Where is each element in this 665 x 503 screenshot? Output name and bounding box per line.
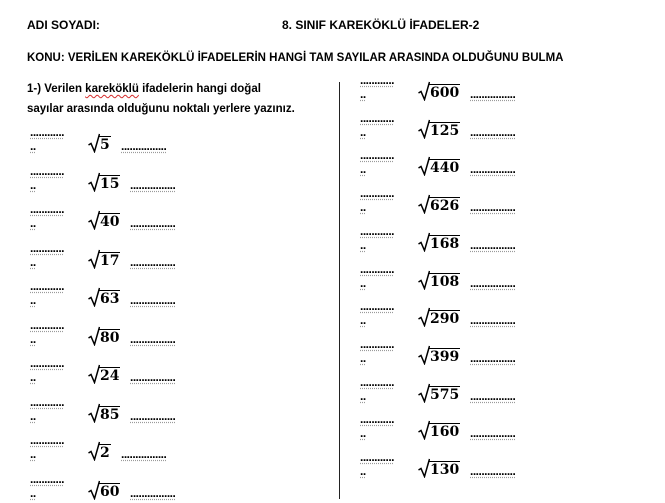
- radicand: 626: [430, 198, 460, 215]
- left-blank[interactable]: ............ ..: [30, 240, 65, 269]
- instruction-prefix: 1-) Verilen: [27, 83, 86, 95]
- radicand: 600: [430, 85, 460, 101]
- radicand: 63: [100, 291, 120, 307]
- left-blank[interactable]: ............ ..: [360, 450, 395, 478]
- radicand: 108: [430, 273, 460, 290]
- right-blank[interactable]: ................: [470, 124, 516, 139]
- left-blank[interactable]: ............ ..: [30, 125, 65, 153]
- right-blank[interactable]: ................: [130, 485, 176, 500]
- left-blank[interactable]: ............ ..: [360, 186, 395, 215]
- right-blank[interactable]: ................: [130, 408, 176, 423]
- right-blank[interactable]: ................: [470, 350, 516, 365]
- radicand: 24: [100, 368, 120, 384]
- left-blank[interactable]: ............ ..: [30, 394, 65, 423]
- radicand: 160: [430, 424, 460, 441]
- right-blank[interactable]: ................: [470, 200, 516, 215]
- radicand: 399: [430, 348, 460, 365]
- right-blank[interactable]: ................: [121, 139, 167, 153]
- radicand: 440: [430, 160, 460, 177]
- left-blank[interactable]: ............ ..: [30, 202, 65, 230]
- column-divider: [339, 82, 340, 499]
- left-blank[interactable]: ............ ..: [360, 148, 395, 177]
- right-blank[interactable]: ................: [470, 464, 516, 478]
- right-blank[interactable]: ................: [470, 87, 516, 101]
- right-blank[interactable]: ................: [470, 275, 516, 290]
- radicand: 17: [100, 252, 120, 269]
- left-blank[interactable]: ............ ..: [360, 412, 395, 441]
- radicand: 15: [100, 175, 120, 192]
- right-blank[interactable]: ................: [470, 313, 516, 328]
- topic-line: KONU: VERİLEN KAREKÖKLÜ İFADELERİN HANGİ TAM SAYILAR ARASINDA OLDUĞUNU BULMA: [27, 52, 564, 64]
- instruction-suffix: ifadelerin hangi doğal: [138, 83, 261, 95]
- left-blank[interactable]: ............ ..: [360, 110, 395, 139]
- left-blank[interactable]: ............ ..: [360, 73, 395, 101]
- right-blank[interactable]: ................: [470, 388, 516, 403]
- left-blank[interactable]: ............ ..: [360, 336, 395, 365]
- radicand: 60: [100, 483, 120, 500]
- right-blank[interactable]: ................: [470, 426, 516, 441]
- radicand: 2: [100, 445, 110, 461]
- right-blank[interactable]: ................: [130, 177, 176, 192]
- radicand: 130: [430, 462, 460, 478]
- instruction-line-2: sayılar arasında olduğunu noktalı yerlere yazınız.: [27, 103, 295, 115]
- left-blank[interactable]: ............ ..: [360, 223, 395, 252]
- radicand: 125: [430, 122, 460, 139]
- left-blank[interactable]: ............ ..: [360, 374, 395, 403]
- left-blank[interactable]: ............ ..: [30, 471, 65, 500]
- radicand: 5: [100, 137, 110, 153]
- right-blank[interactable]: ................: [130, 293, 176, 307]
- worksheet-title: 8. SINIF KAREKÖKLÜ İFADELER-2: [282, 18, 480, 32]
- left-blank[interactable]: ............ ..: [30, 317, 65, 346]
- right-blank[interactable]: ................: [470, 237, 516, 252]
- radicand: 290: [430, 311, 460, 328]
- left-blank[interactable]: ............ ..: [30, 279, 65, 307]
- right-blank[interactable]: ................: [130, 254, 176, 269]
- radicand: 85: [100, 406, 120, 423]
- radicand: 80: [100, 329, 120, 346]
- left-blank[interactable]: ............ ..: [30, 163, 65, 192]
- right-blank[interactable]: ................: [130, 370, 176, 384]
- radicand: 575: [430, 386, 460, 403]
- right-blank[interactable]: ................: [470, 162, 516, 177]
- right-blank[interactable]: ................: [130, 216, 176, 230]
- left-blank[interactable]: ............ ..: [30, 356, 65, 384]
- name-label: ADI SOYADI:: [27, 18, 100, 32]
- left-blank[interactable]: ............ ..: [30, 433, 65, 461]
- radicand: 168: [430, 235, 460, 252]
- right-blank[interactable]: ................: [121, 447, 167, 461]
- radicand: 40: [100, 214, 120, 230]
- spell-flagged-word: kareköklü: [85, 83, 139, 95]
- instruction-line-1: [27, 84, 261, 96]
- right-blank[interactable]: ................: [130, 331, 176, 346]
- left-blank[interactable]: ............ ..: [360, 261, 395, 290]
- left-blank[interactable]: ............ ..: [360, 299, 395, 328]
